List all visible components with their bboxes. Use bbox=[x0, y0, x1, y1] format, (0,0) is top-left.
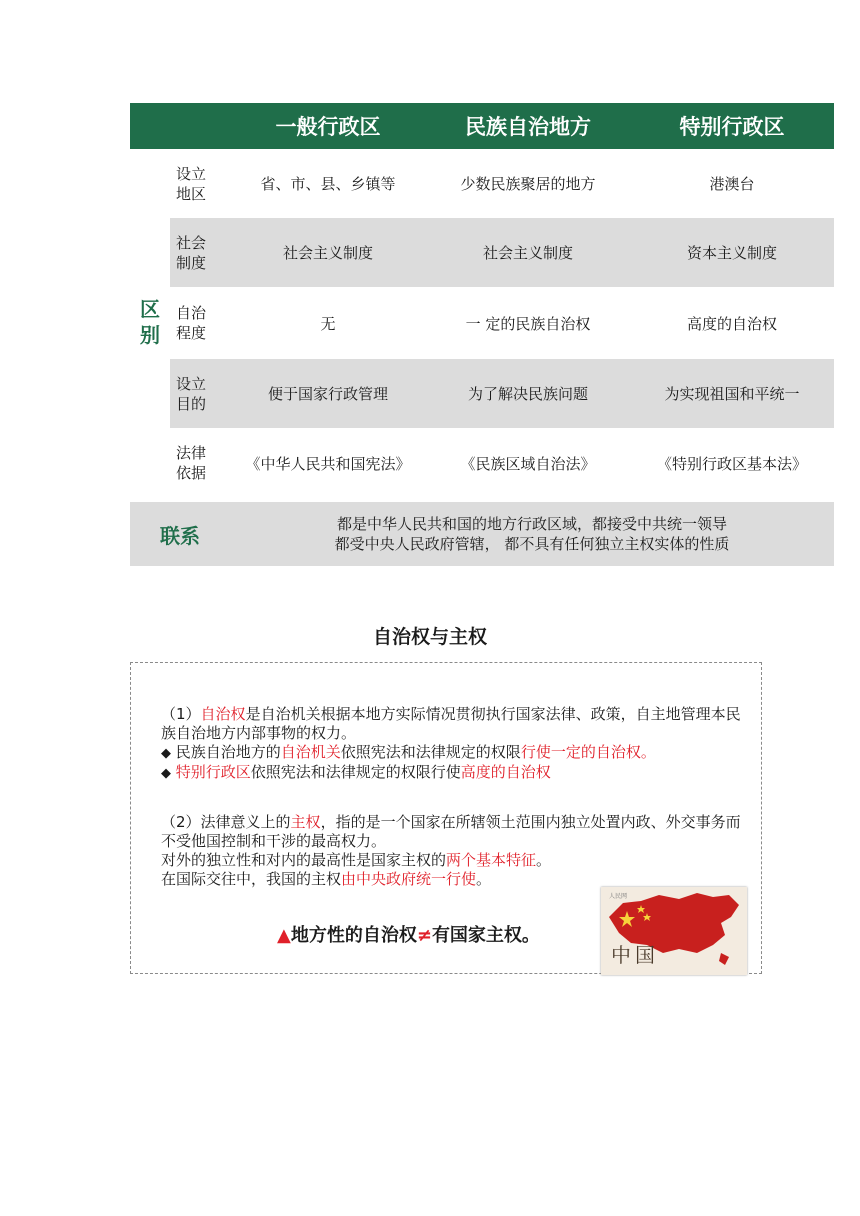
comparison-table bbox=[130, 103, 834, 566]
table-cell: 一 定的民族自治权 bbox=[465, 314, 591, 333]
paragraph-sovereignty: （2）法律意义上的主权，指的是一个国家在所辖领土范围内独立处置内政、外交事务而不受他国控制和干涉的最高权力。 对外的独立性和对内的最高性是国家主权的两个基本特征。 在国际交往中，我国的主权由中央政府统一行使。 bbox=[161, 813, 741, 888]
table-cell: 港澳台 bbox=[709, 175, 755, 193]
section-title: 自治权与主权 bbox=[372, 626, 487, 648]
table-row bbox=[170, 359, 834, 428]
table-cell: 《民族区域自治法》 bbox=[460, 454, 596, 473]
connection-label: 联系 bbox=[160, 523, 200, 548]
triangle-icon: ▲ bbox=[277, 925, 291, 946]
map-source-text: 人民网 bbox=[609, 893, 628, 900]
side-label-char: 别 bbox=[140, 322, 160, 347]
row-label: 法律 依据 bbox=[176, 444, 207, 482]
table-row bbox=[170, 287, 834, 359]
table-cell: 《特别行政区基本法》 bbox=[656, 454, 807, 473]
side-label-char: 区 bbox=[140, 296, 160, 321]
table-cell: 社会主义制度 bbox=[482, 244, 573, 262]
row-label: 自治 程度 bbox=[176, 304, 207, 342]
row-label: 设立 地区 bbox=[176, 164, 207, 203]
connection-row bbox=[130, 502, 834, 566]
table-cell: 便于国家行政管理 bbox=[267, 385, 388, 403]
table-cell: 无 bbox=[320, 314, 336, 333]
connection-text: 都是中华人民共和国的地方行政区域，都接受中共统一领导 都受中央人民政府管辖， 都不具有任何独立主权实体的性质 bbox=[334, 515, 730, 553]
table-cell: 社会主义制度 bbox=[282, 244, 373, 262]
header-special-region: 特别行政区 bbox=[679, 115, 785, 139]
row-label: 社会 制度 bbox=[176, 233, 207, 272]
table-row bbox=[170, 218, 834, 287]
paragraph-autonomy: （1）自治权是自治机关根据本地方实际情况贯彻执行国家法律、政策，自主地管理本民族自治地方内部事物的权力。 ◆ 民族自治地方的自治机关依照宪法和法律规定的权限行使一定的自治权。 ◆ 特别行政区依照宪法和法律规定的权限行使高度的自治权 bbox=[161, 705, 741, 781]
header-ethnic-autonomy: 民族自治地方 bbox=[465, 115, 591, 139]
row-label: 设立 目的 bbox=[176, 374, 207, 413]
table-cell: 资本主义制度 bbox=[686, 244, 777, 262]
summary-statement: ▲地方性的自治权≠有国家主权。 bbox=[277, 925, 540, 946]
table-body bbox=[130, 149, 834, 498]
explanation-box bbox=[130, 662, 762, 974]
diamond-bullet-icon: ◆ bbox=[161, 746, 171, 761]
table-cell: 为了解决民族问题 bbox=[467, 385, 588, 403]
map-title: 中国 bbox=[611, 943, 659, 967]
side-label-difference bbox=[130, 149, 170, 494]
header-general-region: 一般行政区 bbox=[275, 115, 381, 139]
table-header bbox=[130, 103, 834, 149]
table-cell: 为实现祖国和平统一 bbox=[664, 385, 800, 403]
table-cell: 少数民族聚居的地方 bbox=[460, 175, 596, 193]
header-spacer bbox=[130, 103, 230, 149]
diamond-bullet-icon: ◆ bbox=[161, 766, 171, 781]
table-cell: 省、市、县、乡镇等 bbox=[260, 175, 396, 193]
table-cell: 高度的自治权 bbox=[686, 314, 777, 333]
table-row bbox=[170, 149, 834, 218]
table-row bbox=[170, 428, 834, 498]
table-cell: 《中华人民共和国宪法》 bbox=[245, 454, 411, 473]
china-map-image bbox=[601, 887, 747, 975]
